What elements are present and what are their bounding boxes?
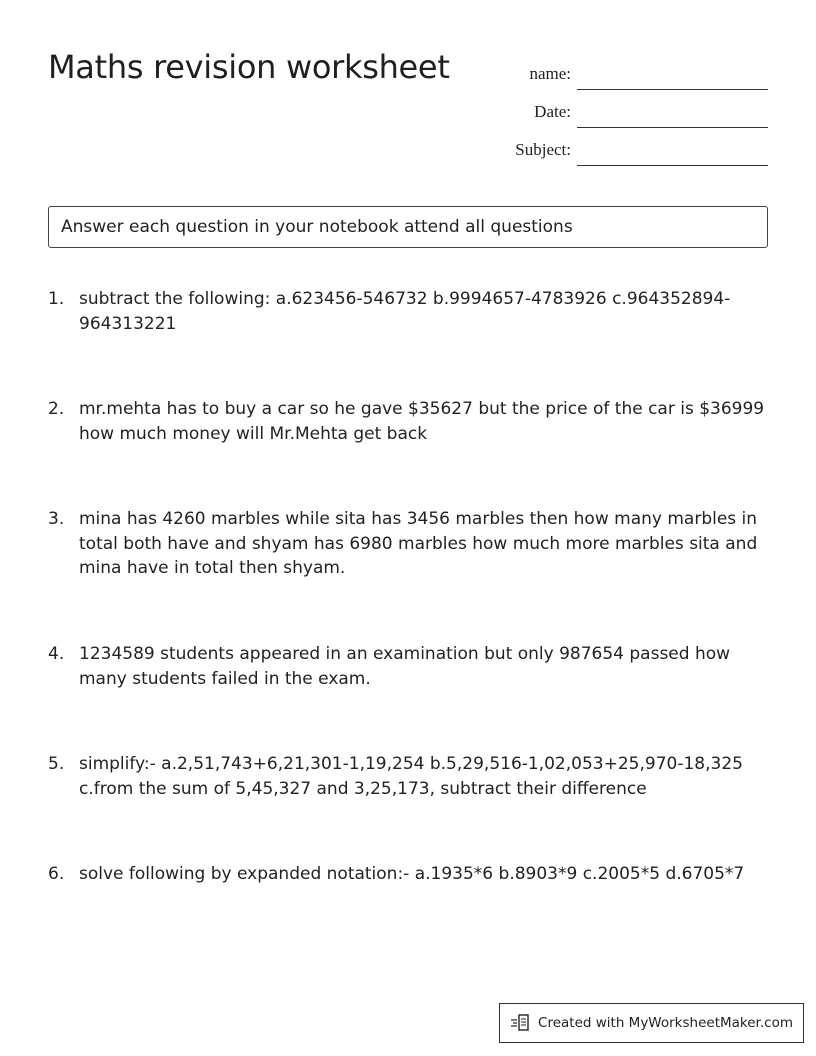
name-field	[480, 52, 768, 90]
question-number: 2.	[48, 399, 65, 419]
student-info-fields	[480, 52, 768, 166]
question-number: 6.	[48, 864, 65, 884]
question-text: mina has 4260 marbles while sita has 3456 marbles then how many marbles in total both have and shyam has 6980 marbles how much more marbles sita and mina have in total then shyam.	[79, 509, 758, 578]
question-item	[48, 642, 773, 691]
subject-line	[577, 141, 768, 166]
question-number: 5.	[48, 754, 65, 774]
name-label: name:	[529, 64, 571, 83]
worksheet-maker-logo-icon	[510, 1013, 532, 1033]
question-text: subtract the following: a.623456-546732 b.9994657-4783926 c.964352894-964313221	[79, 289, 731, 334]
footer-credit-text: Created with MyWorksheetMaker.com	[538, 1015, 793, 1031]
question-number: 4.	[48, 644, 65, 664]
question-text: simplify:- a.2,51,743+6,21,301-1,19,254 b.5,29,516-1,02,053+25,970-18,325 c.from the sum of 5,45,327 and 3,25,173, subtract their difference	[79, 754, 743, 799]
question-text: solve following by expanded notation:- a.1935*6 b.8903*9 c.2005*5 d.6705*7	[79, 864, 745, 884]
question-text: mr.mehta has to buy a car so he gave $35627 but the price of the car is $36999 how much money will Mr.Mehta get back	[79, 399, 765, 444]
subject-label: Subject:	[515, 140, 571, 159]
question-item	[48, 752, 773, 801]
question-number: 1.	[48, 289, 65, 309]
date-line	[577, 103, 768, 128]
question-item	[48, 287, 773, 336]
date-field	[480, 90, 768, 128]
instructions-box: Answer each question in your notebook attend all questions	[48, 206, 768, 248]
subject-field	[480, 128, 768, 166]
question-number: 3.	[48, 509, 65, 529]
question-text: 1234589 students appeared in an examination but only 987654 passed how many students failed in the exam.	[79, 644, 731, 689]
question-item	[48, 507, 773, 581]
worksheet-title: Maths revision worksheet	[48, 48, 450, 86]
name-line	[577, 65, 768, 90]
question-item	[48, 862, 773, 887]
question-item	[48, 397, 773, 446]
footer-credit[interactable]	[499, 1003, 804, 1043]
date-label: Date:	[534, 102, 571, 121]
